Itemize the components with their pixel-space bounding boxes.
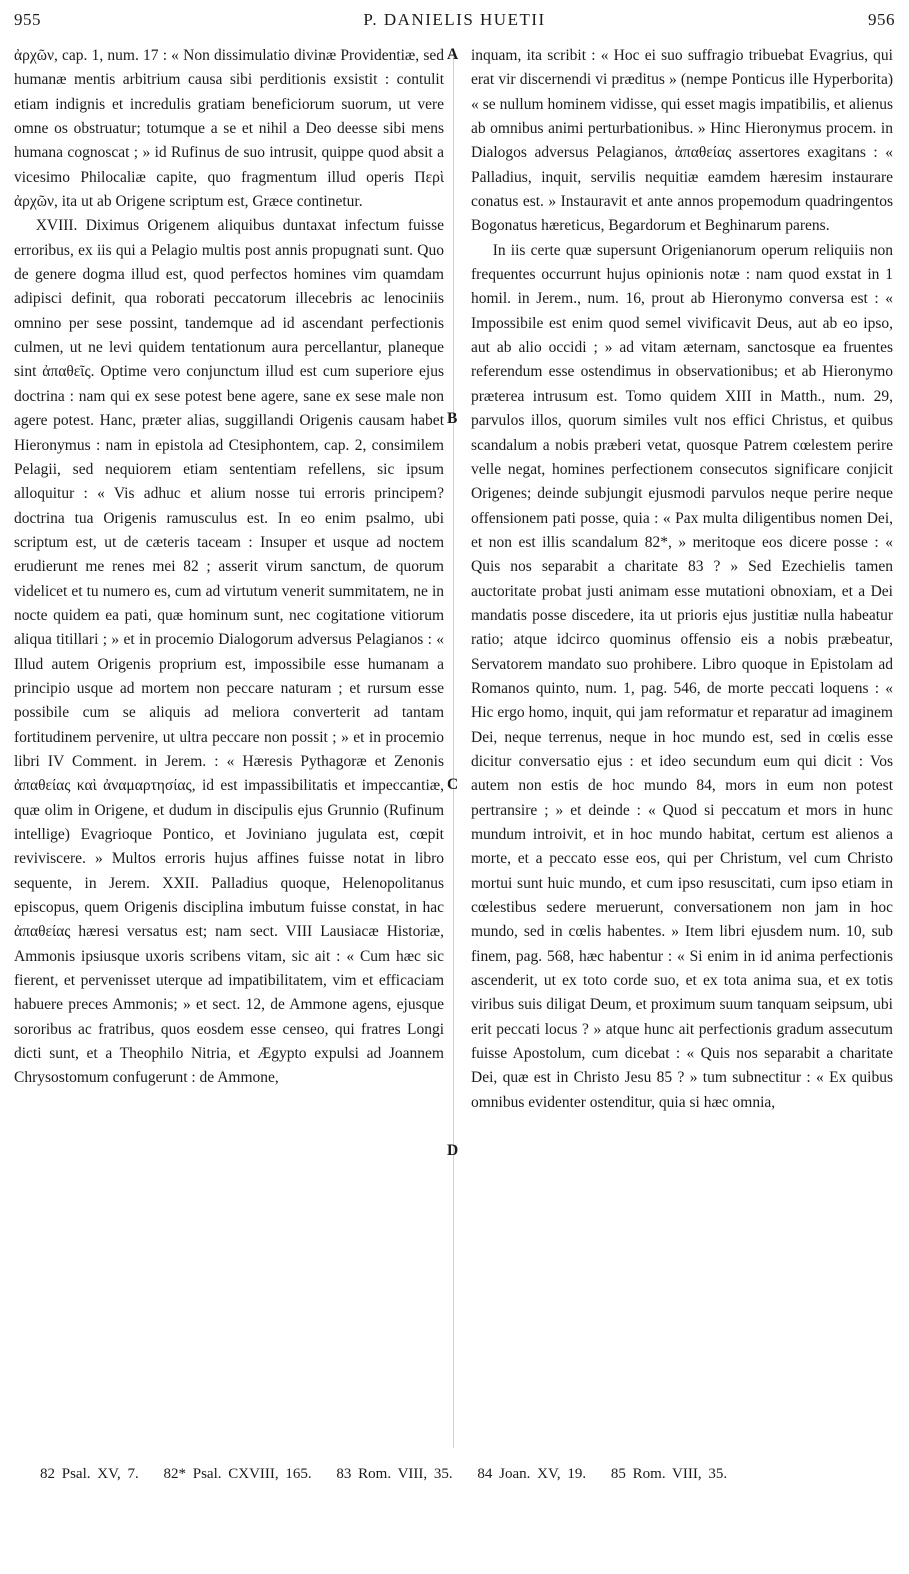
- left-column: [14, 44, 444, 1091]
- page-number-right: 956: [868, 10, 895, 29]
- page-number-left: 955: [14, 10, 41, 29]
- running-title: P. DANIELIS HUETII: [363, 10, 546, 29]
- column-divider: [453, 48, 454, 1448]
- margin-marker-c: C: [447, 776, 459, 793]
- footnote: 82 Psal. XV, 7.: [40, 1466, 139, 1482]
- margin-marker-a: A: [447, 46, 459, 63]
- margin-marker-b: B: [447, 410, 458, 427]
- footnotes: [40, 1466, 869, 1483]
- footnote: 84 Joan. XV, 19.: [477, 1466, 587, 1482]
- margin-marker-d: D: [447, 1142, 459, 1159]
- right-column: [471, 44, 893, 1115]
- paragraph: In iis certe quæ supersunt Origenianorum operum reliquiis non frequentes occurrunt hujus opinionis notæ : nam quod exstat in 1 homil. in Jerem., num. 16, prout ab Hieronymo conversa est : « Impossibile est enim quod semel vivificavit Deus, aut ab eo ipso, aut ab alio occidi ; » ad vitam æternam, sanctosque ea fruentes referendum esse ostendimus in observationibus; et ab Hieronymo præterea intrusum est. Tomo quidem XIII in Matth., num. 29, parvulos illos, quorum similes vult nos effici Christus, et quibus scandalum a nobis præberi vetat, quosque Patrem cœlestem perire velle negat, homines perfectionem consecutos significare conjicit Origenes; deinde subjungit ejusmodi parvulos neque perire neque offensionem pati posse, quia : « Pax multa diligentibus nomen Dei, et non est illis scandalum 82*, » meritoque eos dicere posse : « Quis nos separabit a charitate 83 ? » Sed Ezechielis tamen auctoritate probat justi animam esse mutationi obnoxiam, et a Dei mandatis posse discedere, ita ut prioris ejus justitiæ nulla habeatur ratio; atque idcirco quominus offensio eis a nobis præbeatur, Servatorem mandato suo prohibere. Libro quoque in Epistolam ad Romanos quinto, num. 1, pag. 546, de morte peccati loquens : « Hic ergo homo, inquit, qui jam reformatur et reparatur ad imaginem Dei, neque terrenus, neque in hoc mundo est, sed in cœlis esse dicitur conversatio ejus : et ideo secundum eum qui dicit : Vos autem non estis de hoc mundo 84, mors in eum non potest pertransire ; » et deinde : « Quod si peccatum et mors in hunc mundum introivit, et in hoc mundo habitat, certum est alienos a morte, et a peccato esse eos, qui per Christum, vel cum Christo mortui sunt huic mundo, et cum ipso resuscitati, cum ipso etiam in cœlestibus sedere meruerunt, conversationem non jam in hoc mundo, sed in cœlis habentes. » Item libri ejusdem num. 10, sub finem, pag. 568, hæc habentur : « Si enim in id anima perfectionis ascenderit, ut ex toto corde suo, et ex tota anima sua, et ex totis viribus suis diligat Deum, et proximum suum tanquam seipsum, ubi erit peccati locus ? » atque hunc ait perfectionis gradum assecutum fuisse Apostolum, cum dicebat : « Quis nos separabit a charitate Dei, quæ est in Christo Jesu 85 ? » tum subnectitur : « Ex quibus omnibus evidenter ostenditur, quia si hæc omnia,: [471, 241, 893, 1111]
- footnote: 82* Psal. CXVIII, 165.: [163, 1466, 312, 1482]
- footnote: 83 Rom. VIII, 35.: [336, 1466, 453, 1482]
- page-header: [14, 10, 895, 38]
- footnote: 85 Rom. VIII, 35.: [610, 1466, 728, 1482]
- paragraph: inquam, ita scribit : « Hoc ei suo suffragio tribuebat Evagrius, qui erat vir discernendi vi præditus » (nempe Ponticus ille Hyperborita) « se nullum hominem vidisse, qui esset magis impatibilis, et alienus ab omnibus animi perturbationibus. » Hinc Hieronymus procem. in Dialogos adversus Pelagianos, ἀπαθείας assertores exagitans : « Palladius, inquit, servilis nequitiæ eamdem hæresim instaurare conatus est. » Instauravit et ante annos propemodum quadringentos Bogonatus hæreticus, Begardorum et Beghinarum parens.: [471, 47, 893, 235]
- paragraph: ἀρχῶν, cap. 1, num. 17 : « Non dissimulatio divinæ Providentiæ, sed humanæ mentis arbitrium causa sibi perditionis exsistit : contulit etiam indignis et incredulis gratiam beneficiorum suorum, ut vere omne os obstruatur; totumque a se et nihil a Deo deesse sibi mens humana cognoscat ; » id Rufinus de suo intrusit, quippe quod absit a vicesimo Philocaliæ capite, quo fragmentum illud operis Περὶ ἀρχῶν, ita ut ab Origene scriptum est, Græce continetur.: [14, 47, 444, 211]
- paragraph: XVIII. Diximus Origenem aliquibus duntaxat infectum fuisse erroribus, ex iis qui a Pelagio multis post annis propugnati sunt. Quo de genere dogma illud est, quod perfectos homines vim quamdam adipisci definit, qua roborati peccatorum illecebris ac lenociniis omnino per sese possint, tandemque ad id ascendant perfectionis culmen, ut ne levi quidem tentationum aura percellantur, planeque sint ἀπαθεῖς. Optime vero conjunctum illud est cum superiore ejus doctrina : nam qui ex sese potest bene agere, sane ex sese male non agere potest. Hanc, præter alias, suggillandi Origenis causam habet Hieronymus : nam in epistola ad Ctesiphontem, cap. 2, consimilem Pelagii, sed nequiorem etiam sententiam refellens, sic ipsum alloquitur : « Vis adhuc et alium nosse tui erroris principem? doctrina tua Origenis ramusculus est. In eo enim psalmo, ubi scriptum est, ut de cæteris taceam : Insuper et usque ad noctem erudierunt me renes mei 82 ; asserit virum sanctum, de quorum videlicet et tu numero es, cum ad virtutum venerit summitatem, ne in nocte quidem ea pati, quæ hominum sunt, nec cogitatione vitiorum aliqua titillari ; » et in procemio Dialogorum adversus Pelagianos : « Illud autem Origenis proprium est, impossibile esse humanam a principio usque ad mortem non peccare naturam ; et rursum esse possibile cum se aliquis ad meliora converterit ad tantam fortitudinem pervenire, ut ultra peccare non possit ; » et in procemio libri IV Comment. in Jerem. : « Hæresis Pythagoræ et Zenonis ἀπαθείας καὶ ἀναμαρτησίας, id est impassibilitatis et impeccantiæ, quæ olim in Origene, et dudum in discipulis ejus Grunnio (Rufinum intellige) Evagrioque Pontico, et Joviniano jugulata est, cœpit reviviscere. » Multos erroris hujus affines fuisse notat in libro sequente, in Jerem. XXII. Palladius quoque, Helenopolitanus episcopus, quem Origenis disciplina imbutum fuisse constat, in hac ἀπαθείας hæresi versatus est; nam sect. VIII Lausiacæ Historiæ, Ammonis ipsiusque uxoris scribens vitam, sic ait : « Cum hæc sic fierent, et pervenisset uterque ad impatibilitatem, vim et efficaciam habuere preces Ammonis; » et sect. 12, de Ammone agens, ejusque sororibus ac fratribus, quos eosdem esse censeo, qui fratres Longi dicti sunt, et a Theophilo Nitria, et Ægypto expulsi ad Joannem Chrysostomum confugerunt : de Ammone,: [14, 217, 444, 1087]
